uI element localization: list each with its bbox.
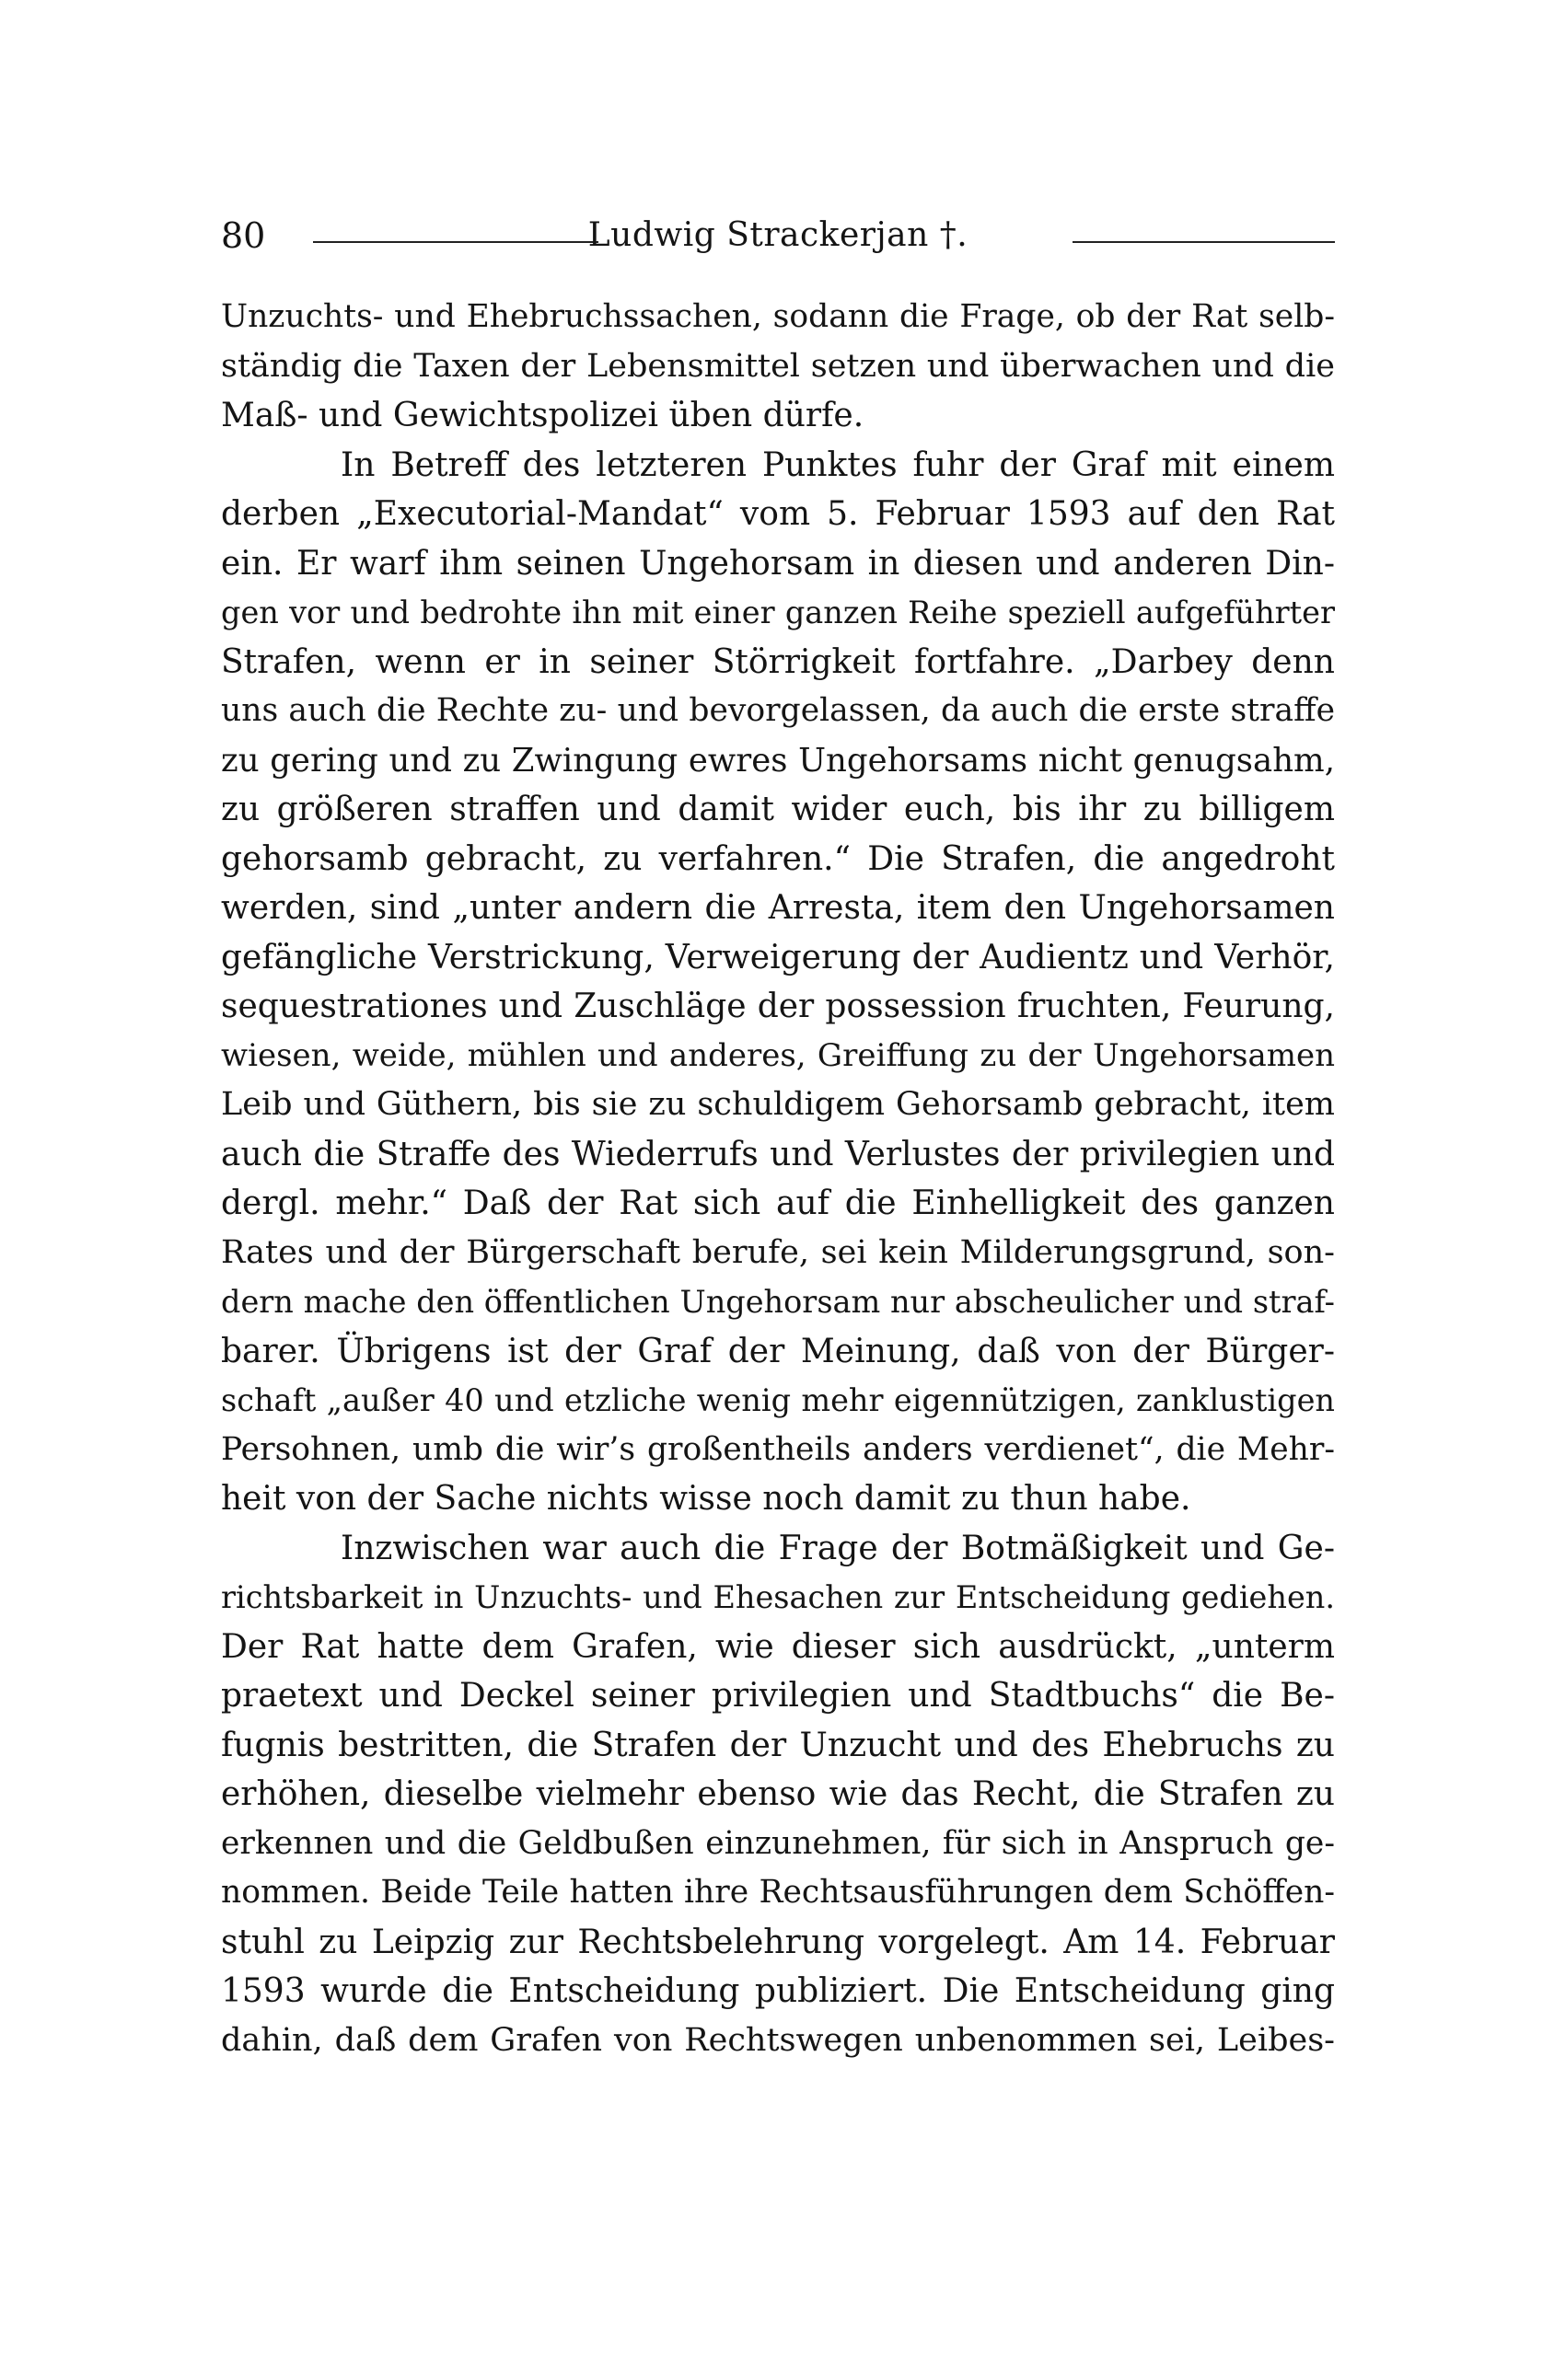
text-line: dergl. mehr.“ Daß der Rat sich auf die Einhelligkeit des ganzen (221, 1184, 1335, 1222)
page-number: 80 (221, 215, 266, 256)
text-line: In Betreff des letzteren Punktes fuhr der Graf mit einem (341, 445, 1335, 484)
running-title: Ludwig Strackerjan †. (587, 216, 968, 254)
text-line: erhöhen, dieselbe vielmehr ebenso wie das Recht, die Strafen zu (221, 1775, 1335, 1813)
header-rule-right (1073, 241, 1335, 243)
text-line: ein. Er warf ihm seinen Ungehorsam in diesen und anderen Din- (221, 544, 1335, 583)
text-line: erkennen und die Geldbußen einzunehmen, für sich in Anspruch ge- (221, 1824, 1335, 1862)
text-line: schaft „außer 40 und etzliche wenig mehr eigennützigen, zanklustigen (221, 1382, 1335, 1418)
text-line: barer. Übrigens ist der Graf der Meinung, daß von der Bürger- (221, 1332, 1335, 1370)
text-line: heit von der Sache nichts wisse noch damit zu thun habe. (221, 1480, 1191, 1518)
text-line: Maß- und Gewichtspolizei üben dürfe. (221, 397, 864, 434)
text-line: Leib und Güthern, bis sie zu schuldigem Gehorsamb gebracht, item (221, 1086, 1335, 1123)
page-header (221, 208, 1335, 263)
text-line: zu größeren straffen und damit wider euch, bis ihr zu billigem (221, 791, 1335, 828)
text-line: stuhl zu Leipzig zur Rechtsbelehrung vorgelegt. Am 14. Februar (221, 1923, 1335, 1961)
text-line: gen vor und bedrohte ihn mit einer ganzen Reihe speziell aufgeführter (221, 595, 1335, 630)
text-line: praetext und Deckel seiner privilegien und Stadtbuchs“ die Be- (221, 1677, 1335, 1715)
text-line: sequestrationes und Zuschläge der possession fruchten, Feurung, (221, 988, 1335, 1025)
text-line: dahin, daß dem Grafen von Rechtswegen unbenommen sei, Leibes- (221, 2021, 1335, 2059)
text-line: Strafen, wenn er in seiner Störrigkeit fortfahre. „Darbey denn (221, 642, 1335, 681)
text-line: zu gering und zu Zwingung ewres Ungehorsams nicht genugsahm, (221, 741, 1335, 780)
text-line: wiesen, weide, mühlen und anderes, Greiffung zu der Ungehorsamen (221, 1036, 1335, 1074)
text-line: Rates und der Bürgerschaft berufe, sei kein Milderungsgrund, son- (221, 1233, 1335, 1271)
text-line: Persohnen, umb die wir’s großentheils anders verdienet“, die Mehr- (221, 1430, 1335, 1468)
text-line: ständig die Taxen der Lebensmittel setzen und überwachen und die (221, 347, 1335, 385)
text-line: gehorsamb gebracht, zu verfahren.“ Die Strafen, die angedroht (221, 839, 1335, 878)
text-line: dern mache den öffentlichen Ungehorsam nur abscheulicher und straf- (221, 1284, 1335, 1320)
text-line: fugnis bestritten, die Strafen der Unzucht und des Ehebruchs zu (221, 1726, 1335, 1764)
text-line: gefängliche Verstrickung, Verweigerung der Audientz und Verhör, (221, 938, 1335, 976)
text-line: uns auch die Rechte zu- und bevorgelassen, da auch die erste straffe (221, 692, 1335, 729)
text-line: 1593 wurde die Entscheidung publiziert. Die Entscheidung ging (221, 1972, 1335, 2010)
text-line: Unzuchts- und Ehebruchssachen, sodann die Frage, ob der Rat selb- (221, 298, 1335, 335)
text-line: derben „Executorial-Mandat“ vom 5. Februar 1593 auf den Rat (221, 495, 1335, 533)
text-line: Inzwischen war auch die Frage der Botmäßigkeit und Ge- (341, 1529, 1335, 1567)
body-text (221, 293, 1335, 2065)
text-line: richtsbarkeit in Unzuchts- und Ehesachen zur Entscheidung gediehen. (221, 1579, 1335, 1615)
text-line: Der Rat hatte dem Grafen, wie dieser sich ausdrückt, „unterm (221, 1627, 1335, 1666)
text-line: nommen. Beide Teile hatten ihre Rechtsausführungen dem Schöffen- (221, 1874, 1335, 1911)
text-line: werden, sind „unter andern die Arresta, item den Ungehorsamen (221, 889, 1335, 927)
text-line: auch die Straffe des Wiederrufs und Verlustes der privilegien und (221, 1135, 1335, 1173)
